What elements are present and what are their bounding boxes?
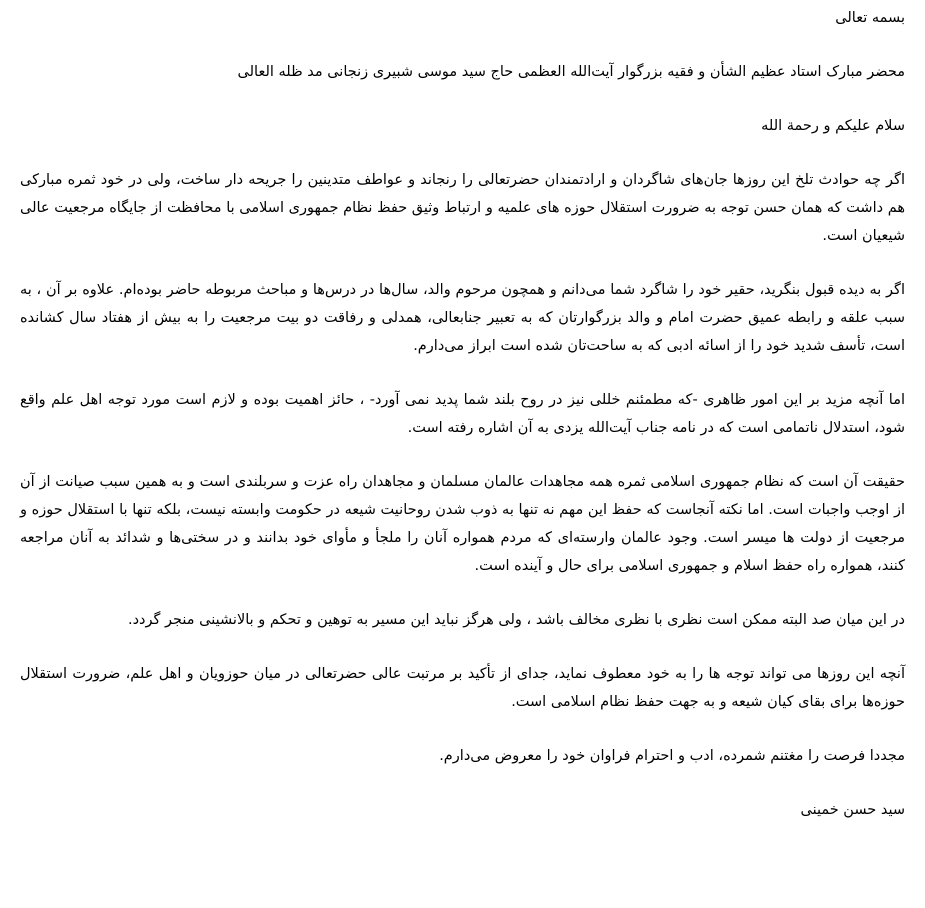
letter-paragraph-6: آنچه این روزها می تواند توجه ها را به خود معطوف نماید، جدای از تأکید بر مرتبت عالی حضرتعالی در میان حوزویان و اهل علم، ضرورت استقلال حوزه‌ها برای بقای کیان شیعه و به جهت حفظ نظام اسلامی است. <box>20 666 905 710</box>
letter-heading: بسمه تعالی <box>835 10 905 26</box>
spacer <box>20 442 905 468</box>
letter-paragraph-5: در این میان صد البته ممکن است نظری با نظری مخالف باشد ، ولی هرگز نباید این مسیر به توهین و تحکم و بالانشینی منجر گردد. <box>127 612 905 628</box>
letter-signature: سید حسن خمینی <box>800 802 905 818</box>
spacer <box>20 580 905 606</box>
spacer <box>20 634 905 660</box>
letter-paragraph-3: اما آنچه مزید بر این امور ظاهری -که مطمئنم خللی نیز در روح بلند شما پدید نمی آورد- ، حائز اهمیت بوده و لازم است مورد توجه اهل علم واقع شود، استدلال ناتمامی است که در نامه جناب آیت‌الله یزدی به آن اشاره رفته است. <box>20 392 905 436</box>
letter-paragraph-4: حقیقت آن است که نظام جمهوری اسلامی ثمره همه مجاهدات عالمان مسلمان و مجاهدان راه عزت و سربلندی است و به همین سبب صیانت از آن از اوجب واجبات است. اما نکته آنجاست که حفظ این مهم نه تنها به ذوب شدن روحانیت شیعه در حکومت وابسته نیست، بلکه تنها با استقلال حوزه و مرجعیت از دولت ها میسر است. وجود عالمان وارسته‌ای که مردم همواره آنان را ملجأ و مأوای خود بدانند و در سختی‌ها و شدائد به آنان مراجعه کنند، همواره راه حفظ اسلام و جمهوری اسلامی برای حال و آینده است. <box>20 474 905 574</box>
spacer <box>20 360 905 386</box>
letter-paragraph-2: اگر به دیده قبول بنگرید، حقیر خود را شاگرد شما می‌دانم و همچون مرحوم والد، سال‌ها در درس‌ها و مباحث مربوطه حاضر بوده‌ام. علاوه بر آن ، به سبب علقه و رابطه عمیق حضرت امام و والد بزرگوارتان که به تعبیر جنابعالی، همدلی و رفاقت دو بیت مرجعیت را به بیش از هفتاد سال کشانده است، تأسف شدید خود را از اسائه ادبی که به ساحت‌تان شده است ابراز می‌دارم. <box>20 282 905 354</box>
letter-paragraph-1: اگر چه حوادث تلخ این روزها جان‌های شاگردان و ارادتمندان حضرتعالی را رنجاند و عواطف متدینین را جریحه دار ساخت، ولی در خود ثمره مبارکی هم داشت که همان حسن توجه به ضرورت استقلال حوزه های علمیه و ارتباط وثیق حفظ نظام جمهوری اسلامی با محافظت از جایگاه مرجعیت عالی شیعیان است. <box>20 172 905 244</box>
spacer <box>20 716 905 742</box>
spacer <box>20 32 905 58</box>
spacer <box>20 86 905 112</box>
spacer <box>20 140 905 166</box>
spacer <box>20 250 905 276</box>
letter-paragraph-7: مجددا فرصت را مغتنم شمرده، ادب و احترام فراوان خود را معروض می‌دارم. <box>439 748 905 764</box>
letter-greeting: سلام علیکم و رحمة الله <box>761 118 905 134</box>
letter-recipient: محضر مبارک استاد عظیم الشأن و فقیه بزرگوار آیت‌الله العظمی حاج سید موسی شبیری زنجانی مد ظله العالی <box>237 64 905 80</box>
spacer <box>20 770 905 796</box>
